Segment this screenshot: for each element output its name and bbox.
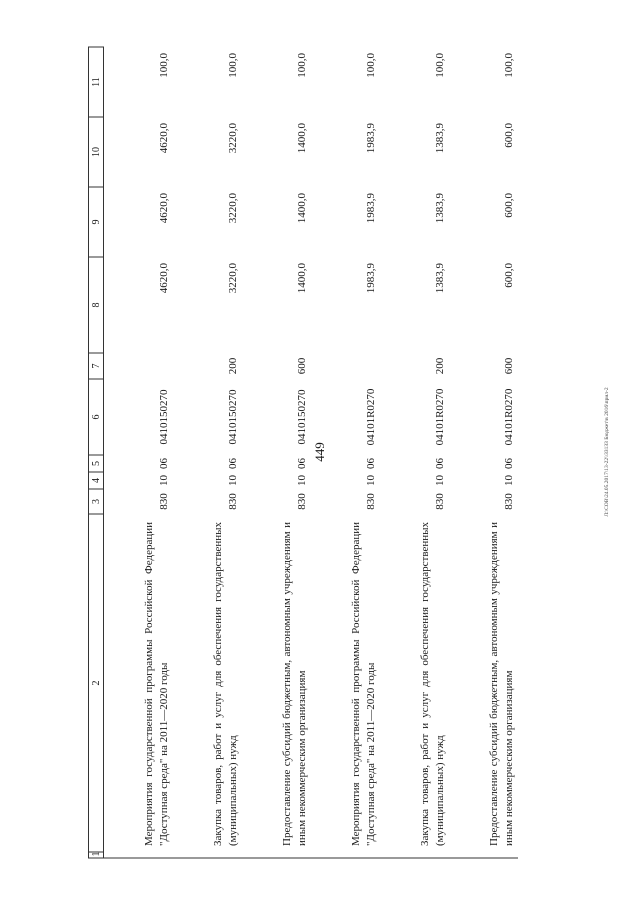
cell-subsection: 06: [295, 458, 308, 469]
column-number: 9: [89, 187, 104, 257]
row-description: Закупка товаров, работ и услуг для обеспечения государственных (муниципальных) нужд: [212, 522, 239, 846]
cell-ministry-code: 830: [295, 493, 308, 510]
cell-expense-type: [311, 353, 380, 379]
row-spacer: [242, 852, 311, 858]
cell-ministry-code: 830: [502, 493, 515, 510]
cell-target-article: 0410150270: [295, 389, 308, 445]
table-body: [104, 47, 519, 858]
cell-section: 10: [364, 475, 377, 486]
cell-value-9: 3220,0: [226, 193, 239, 224]
table-row: [242, 47, 311, 858]
cell-value-9: 1400,0: [295, 193, 308, 224]
cell-target-article: 0410150270: [226, 389, 239, 445]
cell-target-article: 04101R0270: [502, 388, 515, 446]
row-description: Предоставление субсидий бюджетным, автономным учреждениям и иным некоммерческим организациям: [488, 522, 515, 846]
row-spacer: [380, 852, 449, 858]
table-row: [449, 47, 518, 858]
row-spacer: [173, 852, 242, 858]
cell-value-9: 4620,0: [157, 193, 170, 224]
column-number: 4: [89, 472, 104, 489]
cell-section: 10: [226, 475, 239, 486]
row-description: Мероприятия государственной программы Российской Федерации "Доступная среда" на 2011—2020 годы: [350, 522, 377, 846]
cell-value-8: 1983,9: [364, 263, 377, 294]
cell-value-10: 3220,0: [226, 123, 239, 154]
budget-table-container: [88, 48, 602, 859]
cell-ministry-code: 830: [364, 493, 377, 510]
cell-subsection: 06: [502, 458, 515, 469]
cell-value-9: 1383,9: [433, 193, 446, 224]
cell-value-8: 600,0: [502, 263, 515, 288]
cell-value-8: 1383,9: [433, 263, 446, 294]
cell-percent: 100,0: [295, 53, 308, 78]
row-spacer: [311, 852, 380, 858]
row-spacer: [449, 852, 518, 858]
cell-target-article: 04101R0270: [364, 388, 377, 446]
cell-ministry-code: 830: [157, 493, 170, 510]
cell-expense-type: 600: [295, 357, 308, 375]
table-row: [173, 47, 242, 858]
table-header: [89, 47, 104, 858]
cell-section: 10: [502, 475, 515, 486]
cell-percent: 100,0: [157, 53, 170, 78]
cell-section: 10: [433, 475, 446, 486]
cell-value-10: 1983,9: [364, 123, 377, 154]
cell-subsection: 06: [226, 458, 239, 469]
cell-percent: 100,0: [226, 53, 239, 78]
cell-subsection: 06: [364, 458, 377, 469]
row-description: Мероприятия государственной программы Российской Федерации "Доступная среда" на 2011—2020 годы: [143, 522, 170, 846]
cell-expense-type: 200: [226, 357, 239, 375]
cell-value-10: 600,0: [502, 123, 515, 148]
column-number: 7: [89, 353, 104, 379]
budget-table: [88, 47, 518, 859]
cell-value-10: 1400,0: [295, 123, 308, 154]
cell-section: 10: [295, 475, 308, 486]
column-number: 8: [89, 257, 104, 353]
cell-section: 10: [157, 475, 170, 486]
cell-value-8: 4620,0: [157, 263, 170, 294]
column-number: 6: [89, 379, 104, 455]
row-description: Закупка товаров, работ и услуг для обеспечения государственных (муниципальных) нужд: [419, 522, 446, 846]
cell-target-article: 0410150270: [157, 389, 170, 445]
cell-ministry-code: 830: [433, 493, 446, 510]
cell-expense-type: [104, 353, 174, 379]
page-number: 449: [312, 442, 327, 462]
cell-subsection: 06: [157, 458, 170, 469]
row-description: Предоставление субсидий бюджетным, автономным учреждениям и иным некоммерческим организациям: [281, 522, 308, 846]
table-row: [380, 47, 449, 858]
cell-value-9: 1983,9: [364, 193, 377, 224]
cell-subsection: 06: [433, 458, 446, 469]
cell-percent: 100,0: [502, 53, 515, 78]
cell-expense-type: 600: [502, 357, 515, 375]
cell-percent: 100,0: [433, 53, 446, 78]
cell-expense-type: 200: [433, 357, 446, 375]
cell-value-9: 600,0: [502, 193, 515, 218]
column-number: 5: [89, 455, 104, 472]
column-number: 1: [90, 851, 102, 857]
cell-value-8: 1400,0: [295, 263, 308, 294]
row-spacer: [104, 852, 174, 858]
cell-percent: 100,0: [364, 53, 377, 78]
column-number: 3: [89, 489, 104, 514]
cell-ministry-code: 830: [226, 493, 239, 510]
column-number: 10: [89, 117, 104, 187]
column-number-row: [89, 47, 104, 858]
table-row: [104, 47, 174, 858]
table-row: [311, 47, 380, 858]
column-number: 2: [89, 514, 104, 852]
cell-value-10: 1383,9: [433, 123, 446, 154]
cell-target-article: 04101R0270: [433, 388, 446, 446]
cell-value-10: 4620,0: [157, 123, 170, 154]
footer-file-path: Л:\СОВ\24.05.2017\13-22\\ЗЗ1ЗЗ Бюджет\в 2016\прил-2: [604, 387, 610, 517]
cell-value-8: 3220,0: [226, 263, 239, 294]
column-number: 11: [89, 47, 104, 117]
